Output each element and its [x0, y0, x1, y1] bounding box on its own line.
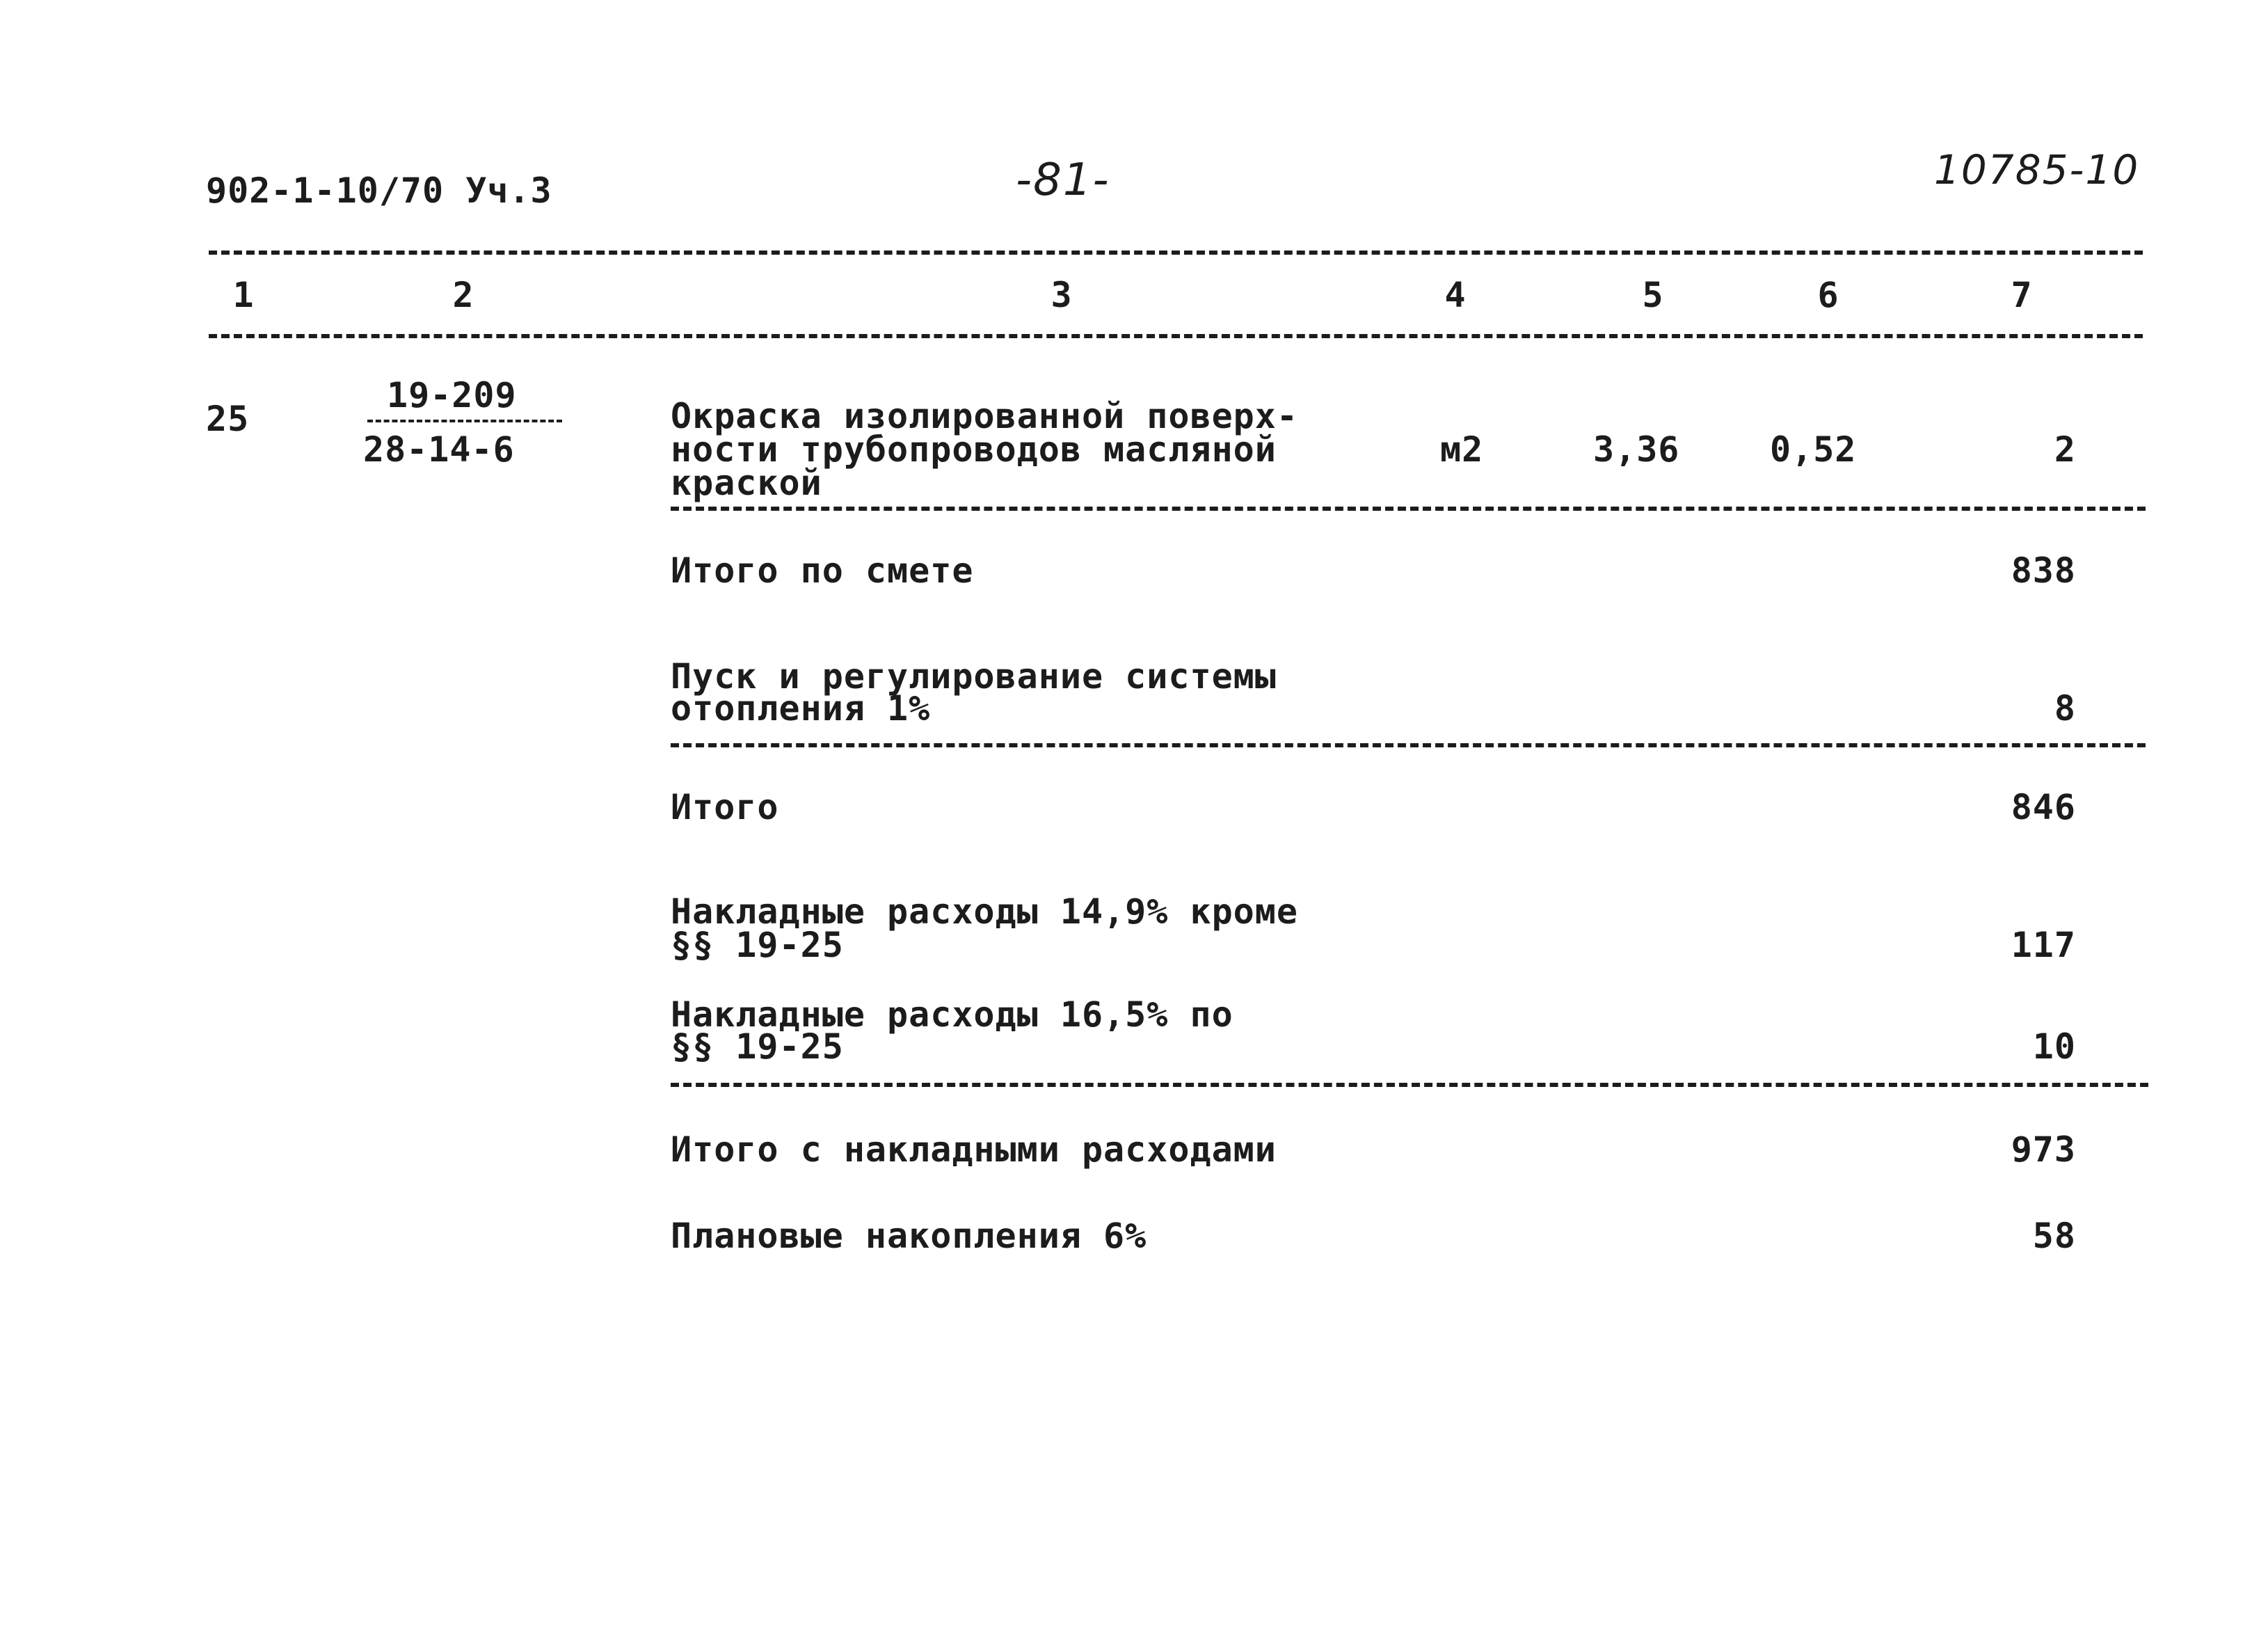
- column-header-5: 5: [1642, 275, 1664, 315]
- summary-overhead-2-label-line-2: §§ 19-25: [671, 1026, 844, 1067]
- row-total: 2: [2054, 429, 2076, 470]
- summary-estimate-total-value: 838: [2011, 550, 2076, 591]
- row-description-line-3: краской: [671, 463, 822, 503]
- column-header-7: 7: [2011, 275, 2033, 315]
- summary-planned-savings-value: 58: [2032, 1216, 2076, 1256]
- summary-overhead-2-value: 10: [2032, 1026, 2076, 1067]
- summary-subtotal-value: 846: [2011, 787, 2076, 827]
- header-rule-bottom: [209, 334, 2143, 338]
- code-denominator: 28-14-6: [363, 429, 515, 470]
- row-number: 25: [206, 399, 250, 439]
- code-numerator: 19-209: [387, 375, 517, 415]
- column-header-6: 6: [1817, 275, 1839, 315]
- column-header-4: 4: [1444, 275, 1467, 315]
- row-unit: м2: [1440, 429, 1484, 470]
- summary-subtotal-label: Итого: [671, 787, 779, 827]
- summary-startup-label-line-2: отопления 1%: [671, 688, 931, 729]
- row-description-line-2: ности трубопроводов масляной: [671, 429, 1277, 470]
- summary-rule-2: [671, 1083, 2148, 1087]
- summary-estimate-total-label: Итого по смете: [671, 550, 974, 591]
- row-description-line-1: Окраска изолированной поверх-: [671, 396, 1298, 436]
- summary-total-with-overhead-value: 973: [2011, 1129, 2076, 1170]
- column-header-2: 2: [452, 275, 474, 315]
- summary-startup-value: 8: [2054, 688, 2076, 729]
- code-fraction-line: [367, 420, 562, 422]
- row-quantity: 3,36: [1593, 429, 1680, 470]
- summary-total-with-overhead-label: Итого с накладными расходами: [671, 1129, 1277, 1170]
- summary-overhead-1-label-line-1: Накладные расходы 14,9% кроме: [671, 891, 1298, 932]
- summary-overhead-1-value: 117: [2011, 925, 2076, 965]
- header-rule-top: [209, 251, 2143, 255]
- summary-startup-label-line-1: Пуск и регулирование системы: [671, 656, 1277, 697]
- row-unit-price: 0,52: [1770, 429, 1857, 470]
- summary-planned-savings-label: Плановые накопления 6%: [671, 1216, 1147, 1256]
- summary-rule-1: [671, 743, 2146, 747]
- archive-number: 10785-10: [1934, 146, 2140, 193]
- document-code: 902-1-10/70 Уч.3: [206, 170, 552, 211]
- summary-overhead-2-label-line-1: Накладные расходы 16,5% по: [671, 994, 1233, 1035]
- summary-overhead-1-label-line-2: §§ 19-25: [671, 925, 844, 965]
- column-header-1: 1: [232, 275, 255, 315]
- row-rule: [671, 507, 2146, 511]
- page-number: -81-: [1016, 154, 1110, 206]
- column-header-3: 3: [1051, 275, 1073, 315]
